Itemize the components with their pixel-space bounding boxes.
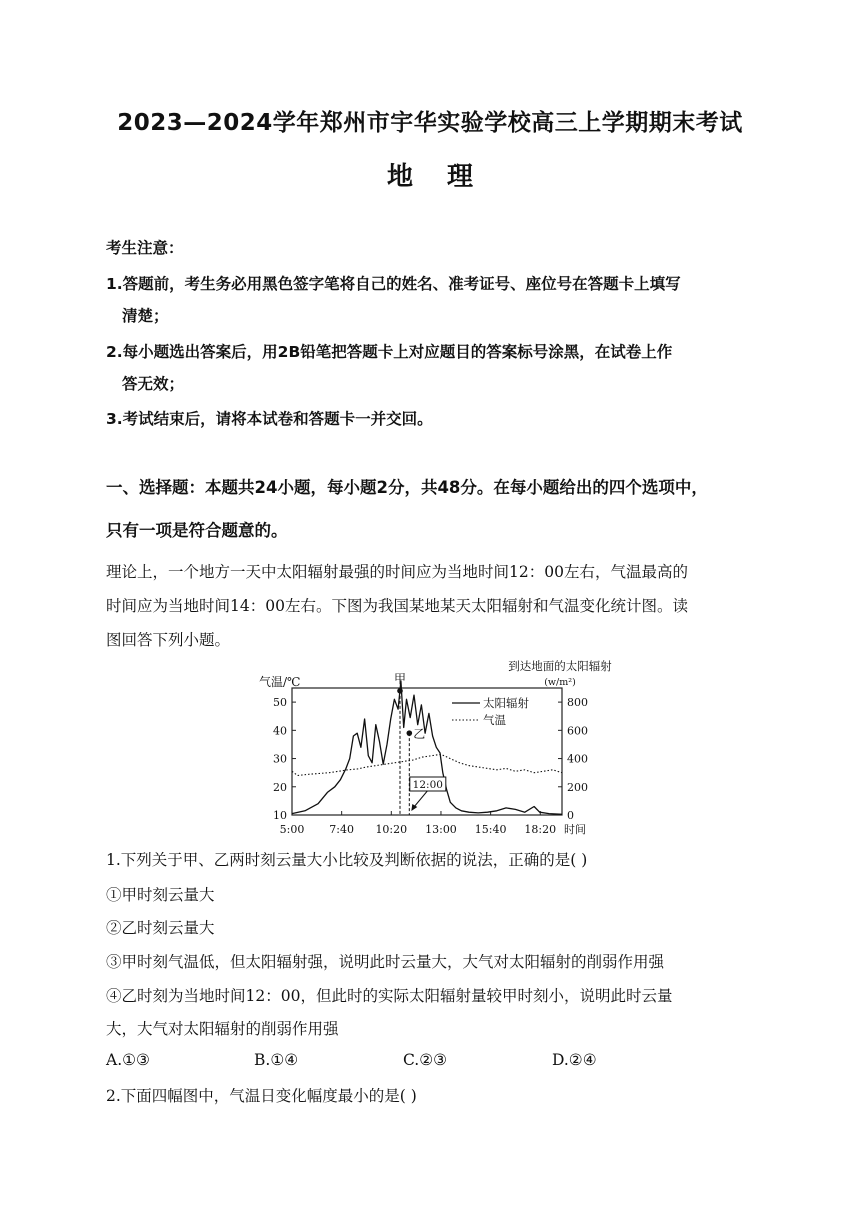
intro-line-2: 时间应为当地时间14：00左右。下图为我国某地某天太阳辐射和气温变化统计图。读 [106, 597, 688, 615]
chart-ticks [259, 659, 612, 836]
air-temperature-line [292, 754, 562, 775]
x-tick-label: 18:20 [524, 823, 557, 836]
noon-callout-label: 12:00 [412, 779, 443, 791]
intro-line-1: 理论上，一个地方一天中太阳辐射最强的时间应为当地时间12：00左右，气温最高的 [106, 563, 688, 581]
legend-temperature-label: 气温 [483, 713, 506, 727]
point-yi-label: 乙 [413, 727, 426, 742]
q1-statement-4: ④乙时刻为当地时间12：00，但此时的实际太阳辐射量较甲时刻小，说明此时云量 [106, 987, 673, 1005]
radiation-temperature-chart [255, 657, 612, 840]
q1-choice-d[interactable]: D.②④ [552, 1051, 597, 1069]
y-left-tick-label: 40 [273, 724, 287, 738]
notice-item-2: 2.每小题选出答案后，用2B铅笔把答题卡上对应题目的答案标号涂黑，在试卷上作 [106, 343, 673, 361]
y-left-axis-label: 气温/℃ [259, 675, 301, 689]
q1-statement-4-cont: 大，大气对太阳辐射的削弱作用强 [106, 1020, 339, 1038]
y-right-tick-label: 0 [567, 809, 574, 822]
q1-choice-a[interactable]: A.①③ [106, 1051, 150, 1069]
notice-item-1-cont: 清楚； [122, 307, 169, 325]
q2-stem: 2.下面四幅图中，气温日变化幅度最小的是( ) [106, 1087, 417, 1105]
y-left-tick-label: 10 [273, 809, 287, 822]
section-heading-line2: 只有一项是符合题意的。 [106, 521, 288, 540]
exam-title: 2023—2024学年郑州市宇华实验学校高三上学期期末考试 [117, 110, 743, 136]
x-axis-unit-label: 时间 [564, 823, 586, 836]
chart-annotations [394, 672, 530, 815]
intro-line-3: 图回答下列小题。 [106, 631, 231, 649]
notice-item-3: 3.考试结束后，请将本试卷和答题卡一并交回。 [106, 410, 433, 428]
q1-statement-2: ②乙时刻云量大 [106, 919, 215, 937]
y-right-tick-label: 200 [567, 780, 588, 794]
q1-choice-c[interactable]: C.②③ [403, 1051, 448, 1069]
x-tick-label: 13:00 [425, 823, 457, 836]
section-heading-line1: 一、选择题：本题共24小题，每小题2分，共48分。在每小题给出的四个选项中， [106, 478, 708, 497]
q1-stem: 1.下列关于甲、乙两时刻云量大小比较及判断依据的说法，正确的是( ) [106, 851, 588, 869]
q1-statement-3: ③甲时刻气温低，但太阳辐射强，说明此时云量大，大气对太阳辐射的削弱作用强 [106, 953, 665, 971]
notice-heading: 考生注意： [106, 239, 184, 257]
x-tick-label: 5:00 [279, 823, 305, 836]
y-left-tick-label: 20 [273, 780, 287, 794]
notice-item-1: 1.答题前，考生务必用黑色签字笔将自己的姓名、准考证号、座位号在答题卡上填写 [106, 275, 681, 293]
point-jia-label: 甲 [393, 671, 407, 686]
y-left-tick-label: 50 [273, 696, 287, 710]
x-tick-label: 7:40 [329, 823, 355, 836]
legend-radiation-label: 太阳辐射 [483, 696, 529, 710]
y-right-axis-label-line1: 到达地面的太阳辐射 [508, 659, 612, 673]
q1-statement-1: ①甲时刻云量大 [106, 886, 215, 904]
noon-callout-arrowhead [411, 804, 417, 811]
x-tick-label: 15:40 [474, 823, 507, 836]
q1-choice-b[interactable]: B.①④ [254, 1051, 299, 1069]
y-right-tick-label: 800 [567, 696, 588, 710]
notice-item-2-cont: 答无效； [122, 375, 185, 393]
y-right-tick-label: 600 [567, 724, 588, 738]
y-right-axis-label-line2: (w/m²) [544, 677, 576, 688]
y-right-tick-label: 400 [567, 752, 588, 766]
x-tick-label: 10:20 [375, 823, 408, 836]
y-left-tick-label: 30 [273, 752, 287, 766]
subject-title: 地理 [386, 162, 507, 192]
